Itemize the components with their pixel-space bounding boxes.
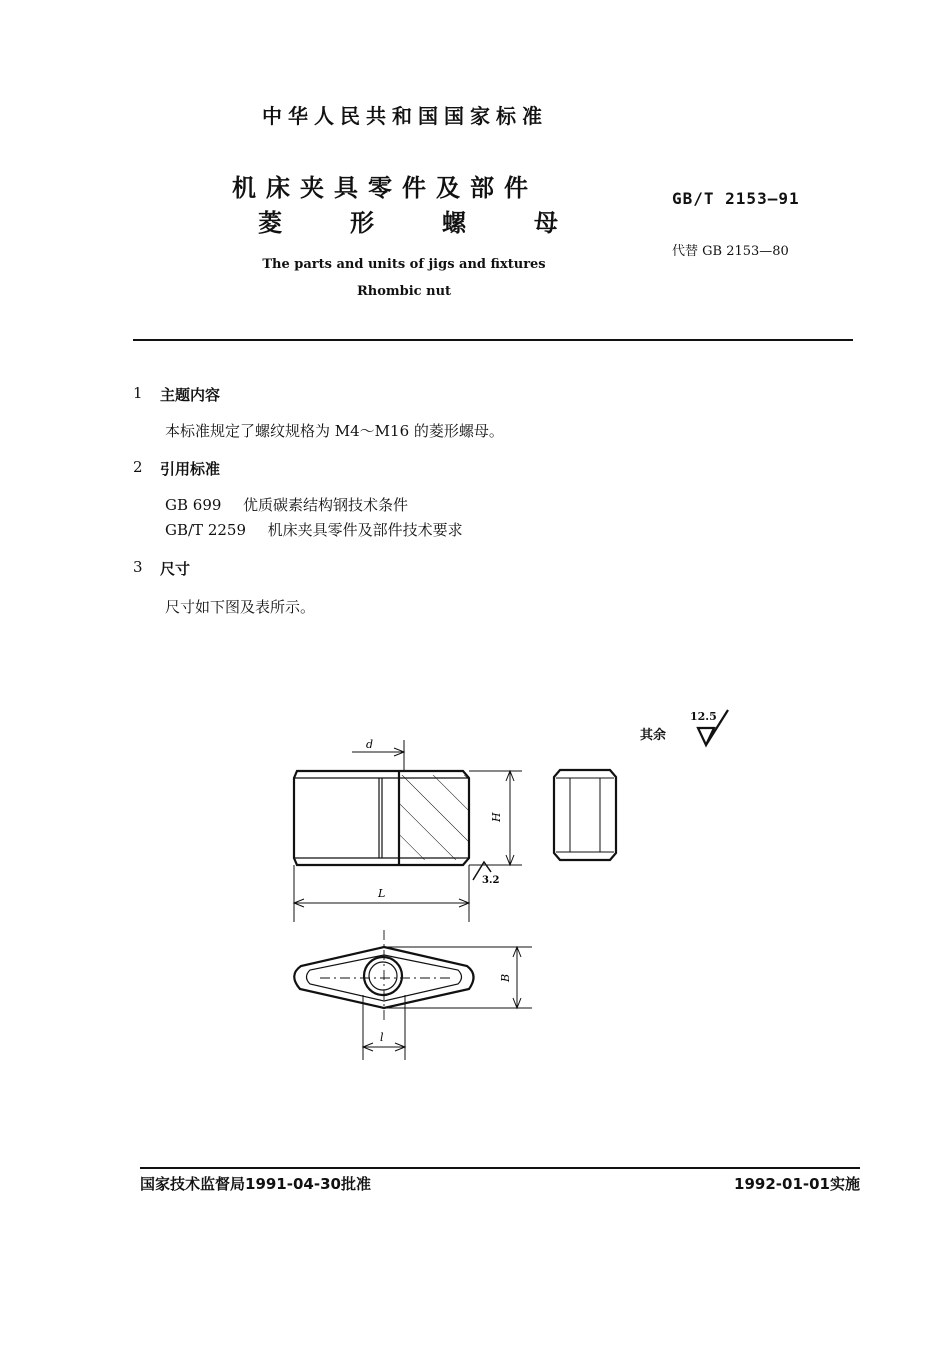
- english-title-line1: The parts and units of jigs and fixtures: [262, 257, 546, 272]
- section-1-number: 1: [133, 384, 143, 402]
- roughness-symbol-icon: [698, 710, 728, 745]
- english-title-line2: Rhombic nut: [356, 284, 452, 299]
- dimension-L-label: L: [378, 887, 386, 900]
- title-char: 母: [534, 209, 558, 237]
- dimension-l-label: l: [380, 1031, 384, 1044]
- standard-code: GB/T 2153—91: [672, 189, 800, 208]
- section-1-title: 主题内容: [160, 386, 221, 404]
- roughness-other-label: 其余: [640, 728, 667, 743]
- front-view: [294, 740, 522, 922]
- national-standard-heading: 中华人民共和国国家标准: [262, 104, 548, 128]
- roughness-value: 12.5: [690, 710, 717, 723]
- footer-divider: [140, 1167, 860, 1169]
- section-1-text: 本标准规定了螺纹规格为 M4～M16 的菱形螺母。: [165, 422, 504, 440]
- reference-code: GB/T 2259: [165, 521, 247, 539]
- dimension-d-label: d: [366, 738, 374, 751]
- reference-name: 优质碳素结构钢技术条件: [242, 496, 408, 514]
- face-roughness-value: 3.2: [482, 875, 500, 886]
- side-view: [554, 770, 616, 860]
- dimension-B-label: B: [499, 973, 512, 982]
- reference-code: GB 699: [165, 496, 222, 514]
- section-hatching: [399, 775, 469, 860]
- replaces-standard: 代替 GB 2153—80: [672, 244, 789, 259]
- section-2-title: 引用标准: [160, 460, 221, 478]
- document-title-line1: 机床夹具零件及部件: [232, 174, 538, 202]
- title-char: 菱: [258, 209, 282, 237]
- title-char: 形: [350, 209, 374, 237]
- section-2-number: 2: [133, 458, 143, 476]
- dimension-H-label: H: [490, 812, 503, 822]
- title-char: 螺: [442, 209, 466, 237]
- section-3-text: 尺寸如下图及表所示。: [165, 598, 316, 616]
- section-3-number: 3: [133, 558, 143, 576]
- approval-note: 国家技术监督局1991-04-30批准: [140, 1175, 371, 1193]
- reference-name: 机床夹具零件及部件技术要求: [267, 521, 463, 539]
- section-3-title: 尺寸: [160, 560, 191, 578]
- effective-date: 1992-01-01实施: [734, 1175, 860, 1193]
- top-view: [294, 930, 532, 1060]
